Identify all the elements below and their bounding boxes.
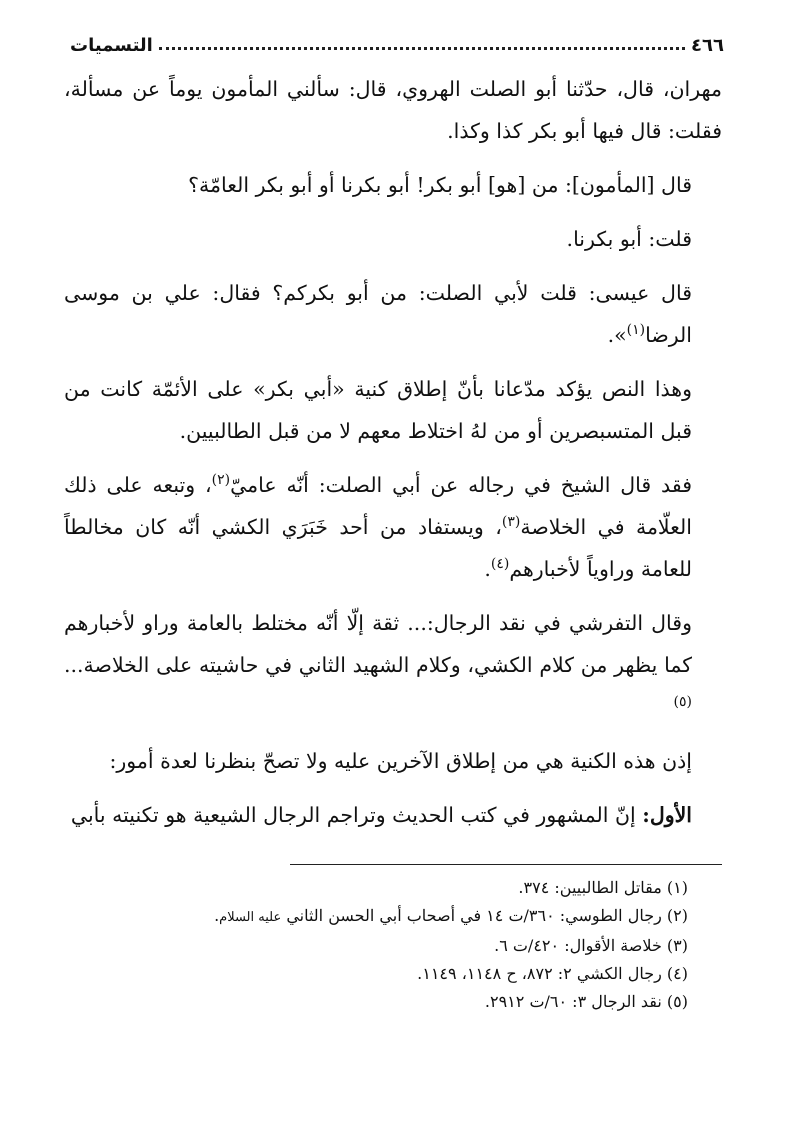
- footnote-ref: (١): [626, 322, 646, 339]
- paragraph: مهران، قال، حدّثنا أبو الصلت الهروي، قال: سألني المأمون يوماً عن مسألة، فقلت: قال فيها أبو بكر كذا وكذا.: [64, 77, 722, 143]
- footnotes: [64, 874, 722, 1016]
- footnote: (٥) نقد الرجال ٣: ٦٠/ت ٢٩١٢.: [484, 992, 688, 1011]
- paragraph: وقال التفرشي في نقد الرجال:... ثقة إلّا أنّه مختلط بالعامة وراو لأخبارهم كما يظهر من كلام الكشي، وكلام الشهيد الثاني في حاشيته على الخلاصة...$^{(٥)}$: [64, 611, 692, 711]
- footnote-ref: (٤): [490, 556, 510, 573]
- page-number: ٤٦٦: [691, 35, 724, 56]
- footnote: (١) مقاتل الطالبيين: ٣٧٤.: [518, 878, 688, 897]
- paragraph: الأول: إنّ المشهور في كتب الحديث وتراجم الرجال الشيعية هو تكنيته بأبي: [70, 803, 692, 827]
- paragraph: وهذا النص يؤكد مدّعانا بأنّ إطلاق كنية «أبي بكر» على الأئمّة كانت من قبل المتسبصرين أو من لهُ اختلاط معهم لا من قبل الطالبيين.: [64, 377, 692, 443]
- point-lead: الأول:: [642, 803, 692, 827]
- footnote-ref: (٣): [501, 514, 521, 531]
- footnote: (٢) رجال الطوسي: ٣٦٠/ت ١٤ في أصحاب أبي الحسن الثاني عليه السلام.: [214, 906, 688, 925]
- footnote-ref: (٢): [211, 472, 231, 489]
- paragraph: فقد قال الشيخ في رجاله عن أبي الصلت: أنّه عاميّ$^{(٢)}$، وتبعه على ذلك العلّامة في الخلاصة$^{(٣)}$، ويستفاد من أحد خَبَرَي الكشي أنّه كان مخالطاً للعامة وراوياً لأخبارهم$^{(٤)}$.: [64, 472, 692, 581]
- running-header: [70, 30, 724, 56]
- paragraph: إذن هذه الكنية هي من إطلاق الآخرين عليه ولا تصحّ بنظرنا لعدة أمور:: [109, 749, 692, 773]
- paragraph: قال [المأمون]: من [هو] أبو بكر! أبو بكرنا أو أبو بكر العامّة؟: [188, 173, 692, 197]
- paragraph: قال عيسى: قلت لأبي الصلت: من أبو بكركم؟ فقال: علي بن موسى الرضا$^{(١)}$».: [64, 281, 692, 347]
- chapter-title: التسميات: [70, 35, 153, 56]
- header-leader-dots: [159, 46, 685, 50]
- paragraph: قلت: أبو بكرنا.: [566, 227, 692, 251]
- footnote-separator: [290, 864, 722, 865]
- footnote: (٣) خلاصة الأقوال: ٤٢٠/ت ٦.: [494, 936, 688, 955]
- main-text: [64, 68, 722, 848]
- footnote: (٤) رجال الكشي ٢: ٨٧٢، ح ١١٤٨، ١١٤٩.: [417, 964, 688, 983]
- footnote-ref: (٥): [673, 694, 692, 711]
- blessing-glyph: عليه السلام: [219, 910, 282, 925]
